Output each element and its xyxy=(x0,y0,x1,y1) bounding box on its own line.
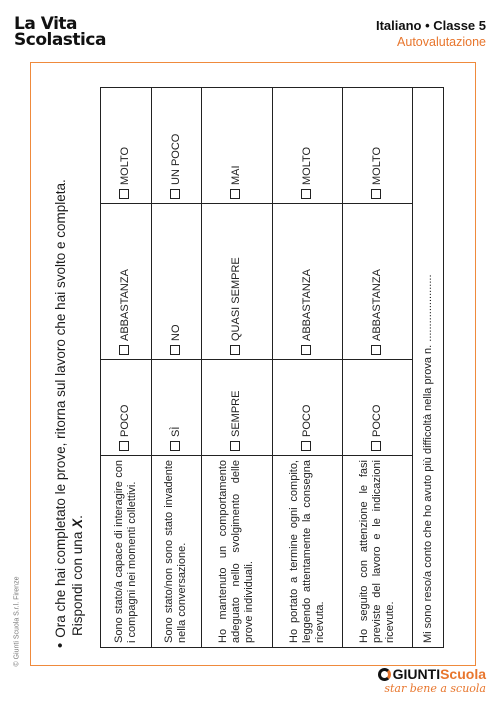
brand-scuola: Scuola xyxy=(440,666,486,682)
checkbox-icon[interactable] xyxy=(170,345,180,355)
checkbox-icon[interactable] xyxy=(301,441,311,451)
instructions-line: Ora che hai completato le prove, ritorna sul lavoro che hai svolto e completa. xyxy=(53,179,68,638)
option-cell[interactable] xyxy=(101,360,152,456)
checkbox-icon[interactable] xyxy=(301,189,311,199)
option-label: SEMPRE xyxy=(230,390,243,437)
checkbox-icon[interactable] xyxy=(371,345,381,355)
publisher-logo xyxy=(378,666,486,695)
option-label: POCO xyxy=(300,404,313,437)
magazine-logo xyxy=(14,16,106,48)
statement-cell: Ho seguito con attenzione le fasi previste del lavoro e le indicazioni ricevute. xyxy=(342,456,412,648)
checkbox-icon[interactable] xyxy=(119,345,129,355)
option-cell[interactable] xyxy=(151,204,202,360)
option-cell[interactable] xyxy=(151,88,202,204)
option-label: POCO xyxy=(119,404,132,437)
option-label: ABBASTANZA xyxy=(119,269,132,341)
self-evaluation-table xyxy=(100,87,444,648)
option-cell[interactable] xyxy=(202,360,272,456)
difficulty-cell[interactable]: Mi sono reso/a conto che ho avuto più difficoltà nella prova n. ...................... xyxy=(413,88,444,648)
option-cell[interactable] xyxy=(272,204,342,360)
worksheet-content xyxy=(52,88,444,648)
giunti-logo-icon xyxy=(378,668,391,681)
checkbox-icon[interactable] xyxy=(230,189,240,199)
brand-giunti: GIUNTI xyxy=(392,666,441,682)
option-cell[interactable] xyxy=(342,204,412,360)
option-cell[interactable] xyxy=(101,204,152,360)
checkbox-icon[interactable] xyxy=(170,441,180,451)
checkbox-icon[interactable] xyxy=(371,441,381,451)
checkbox-icon[interactable] xyxy=(230,345,240,355)
instructions-mark: X xyxy=(70,518,85,528)
option-cell[interactable] xyxy=(101,88,152,204)
option-label: QUASI SEMPRE xyxy=(230,257,243,341)
option-cell[interactable] xyxy=(342,360,412,456)
checkbox-icon[interactable] xyxy=(371,189,381,199)
statement-cell: Ho mantenuto un comportamento adeguato nello svolgimento delle prove individuali. xyxy=(202,456,272,648)
page-header xyxy=(376,18,486,50)
checkbox-icon[interactable] xyxy=(119,189,129,199)
option-label: UN POCO xyxy=(169,133,182,185)
table-row xyxy=(342,88,412,648)
option-label: MOLTO xyxy=(119,146,132,185)
table-row xyxy=(202,88,272,648)
statement-cell: Sono stato/non sono stato invadente nella conversazione. xyxy=(151,456,202,648)
instructions-end: . xyxy=(70,515,85,519)
statement-cell: Sono stato/a capace di interagire con i compagni nei momenti collettivi. xyxy=(101,456,152,648)
option-label: POCO xyxy=(371,404,384,437)
brand-tagline: star bene a scuola xyxy=(384,682,486,695)
option-cell[interactable] xyxy=(202,204,272,360)
option-cell[interactable] xyxy=(272,360,342,456)
subject-title: Italiano • Classe 5 xyxy=(375,18,486,33)
bullet-icon: • xyxy=(52,642,69,648)
option-label: ABBASTANZA xyxy=(371,269,384,341)
table-row xyxy=(413,88,444,648)
option-cell[interactable] xyxy=(342,88,412,204)
table-row xyxy=(101,88,152,648)
checkbox-icon[interactable] xyxy=(301,345,311,355)
option-cell[interactable] xyxy=(151,360,202,456)
instructions xyxy=(52,88,86,648)
option-label: MOLTO xyxy=(300,146,313,185)
option-cell[interactable] xyxy=(272,88,342,204)
logo-line-2: Scolastica xyxy=(14,30,106,50)
copyright-note: © Giunti Scuola S.r.l. Firenze xyxy=(13,576,21,667)
option-label: SÌ xyxy=(169,426,182,437)
table-row xyxy=(151,88,202,648)
checkbox-icon[interactable] xyxy=(119,441,129,451)
checkbox-icon[interactable] xyxy=(230,441,240,451)
logo-line-1: La Vita xyxy=(14,14,78,34)
option-label: NO xyxy=(169,324,182,341)
option-label: ABBASTANZA xyxy=(300,269,313,341)
instructions-prompt: Rispondi con una xyxy=(70,531,85,636)
checkbox-icon[interactable] xyxy=(170,189,180,199)
option-label: MAI xyxy=(230,165,243,185)
table-row xyxy=(272,88,342,648)
option-label: MOLTO xyxy=(371,146,384,185)
statement-cell: Ho portato a termine ogni compito, leggendo attentamente la consegna ricevuta. xyxy=(272,456,342,648)
section-title: Autovalutazione xyxy=(397,35,486,49)
option-cell[interactable] xyxy=(202,88,272,204)
